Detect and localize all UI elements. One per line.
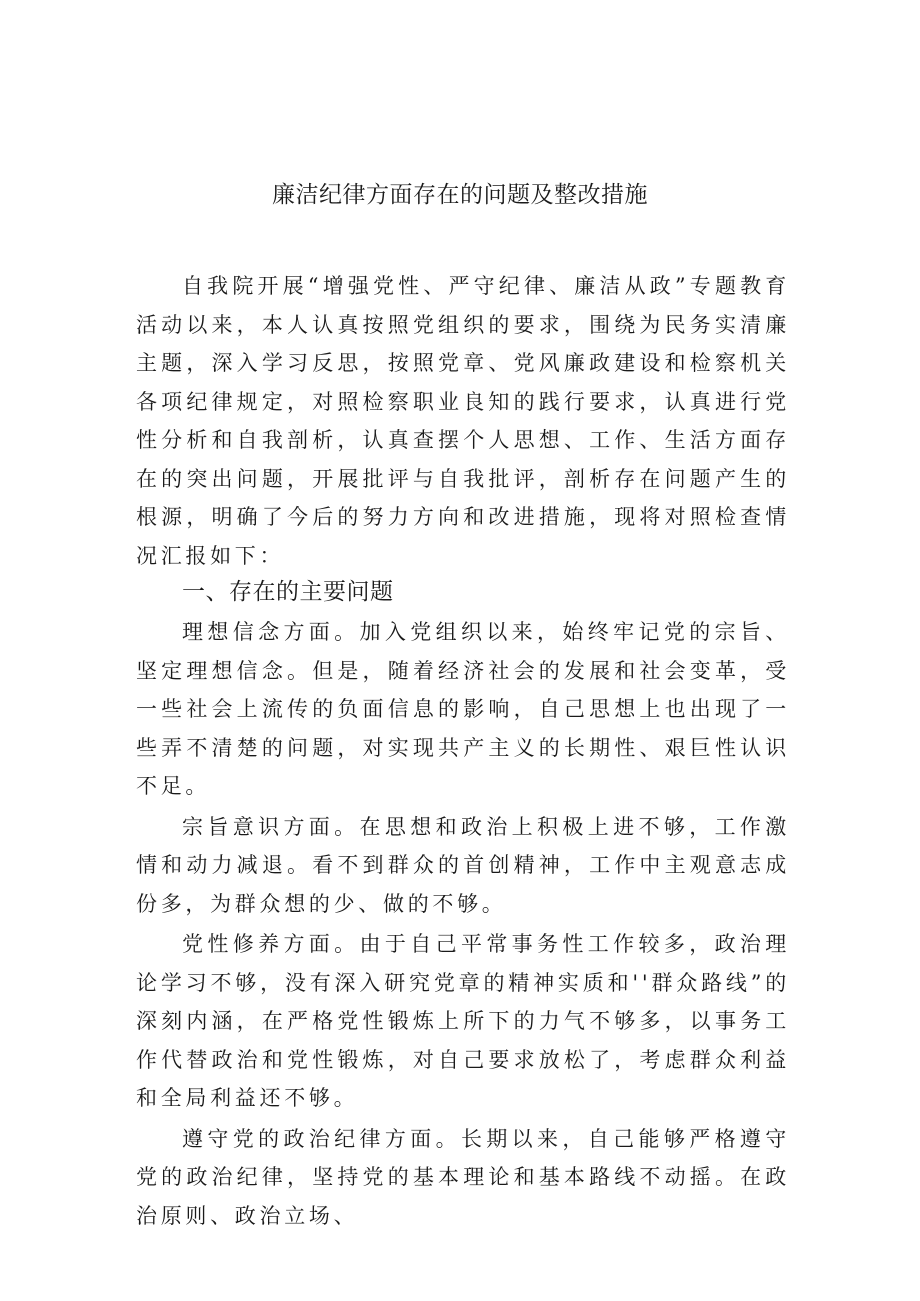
paragraph-purpose-awareness: 宗旨意识方面。在思想和政治上积极上进不够，工作激情和动力减退。看不到群众的首创精神，工作中主观意志成份多，为群众想的少、做的不够。 (136, 814, 790, 916)
paragraph-political-discipline: 遵守党的政治纪律方面。长期以来，自己能够严格遵守党的政治纪律，坚持党的基本理论和基本路线不动摇。在政治原则、政治立场、 (136, 1126, 790, 1228)
paragraph-ideals-beliefs: 理想信念方面。加入党组织以来，始终牢记党的宗旨、坚定理想信念。但是，随着经济社会的发展和社会变革，受一些社会上流传的负面信息的影响，自己思想上也出现了一些弄不清楚的问题，对实现共产主义的长期性、艰巨性认识不足。 (136, 620, 790, 798)
document-body (136, 267, 790, 1235)
paragraph-party-cultivation: 党性修养方面。由于自己平常事务性工作较多，政治理论学习不够，没有深入研究党章的精神实质和''群众路线”的深刻内涵，在严格党性锻炼上所下的力气不够多，以事务工作代替政治和党性锻炼，对自己要求放松了，考虑群众利益和全局利益还不够。 (136, 932, 790, 1110)
intro-paragraph: 自我院开展“增强党性、严守纪律、廉洁从政”专题教育活动以来，本人认真按照党组织的要求，围绕为民务实清廉主题，深入学习反思，按照党章、党风廉政建设和检察机关各项纪律规定，对照检察职业良知的践行要求，认真进行党性分析和自我剖析，认真查摆个人思想、工作、生活方面存在的突出问题，开展批评与自我批评，剖析存在问题产生的根源，明确了今后的努力方向和改进措施，现将对照检查情况汇报如下： (136, 274, 790, 568)
section-heading-problems: 一、存在的主要问题 (182, 579, 394, 605)
document-title: 廉洁纪律方面存在的问题及整改措施 (272, 182, 648, 208)
